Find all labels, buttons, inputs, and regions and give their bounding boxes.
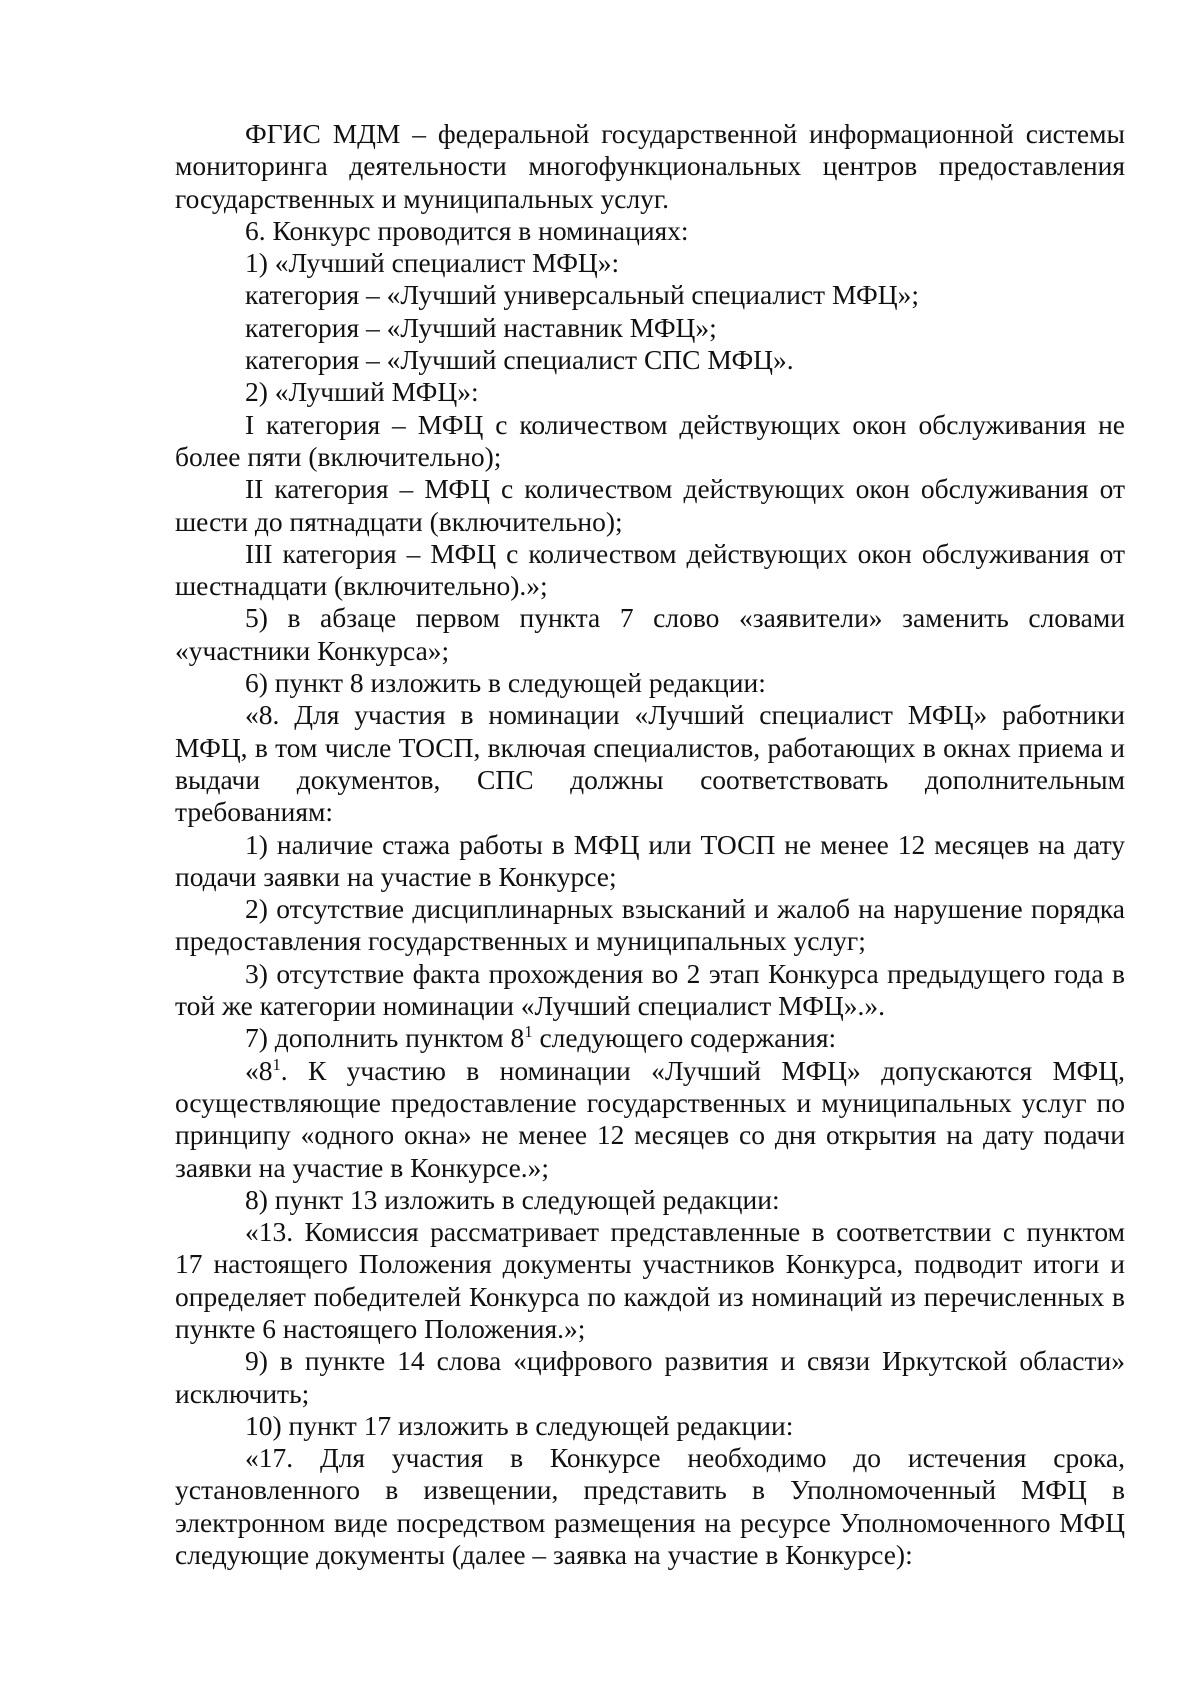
paragraph-amendment-8: 8) пункт 13 изложить в следующей редакции: (245, 1183, 780, 1215)
paragraph-category-ii: II категория – МФЦ с количеством действующих окон обслуживания от шести до пятнадцати (включительно); (175, 473, 1125, 537)
superscript-marker: 1 (272, 1054, 281, 1074)
amendment-7-text-end: следующего содержания: (532, 1022, 837, 1054)
paragraph-nomination-best-mfc: 2) «Лучший МФЦ»: (245, 376, 479, 408)
paragraph-point-8-1 (175, 1055, 1125, 1184)
paragraph-amendment-10: 10) пункт 17 изложить в следующей редакции: (245, 1409, 794, 1441)
paragraph-fgis-mdm-definition: ФГИС МДМ – федеральной государственной информационной системы мониторинга деятельности многофункциональных центров предоставления государственных и муниципальных услуг. (175, 118, 1125, 214)
paragraph-point-13: «13. Комиссия рассматривает представленные в соответствии с пунктом 17 настоящего Положения документы участников Конкурса, подводит итоги и определяет победителей Конкурса по каждой из номинаций из перечисленных в пункте 6 настоящего Положения.»; (175, 1216, 1125, 1344)
paragraph-category-universal-specialist: категория – «Лучший универсальный специалист МФЦ»; (245, 279, 920, 311)
point-8-1-number: «8 (245, 1054, 273, 1086)
paragraph-requirement-2: 2) отсутствие дисциплинарных взысканий и жалоб на нарушение порядка предоставления государственных и муниципальных услуг; (175, 893, 1125, 957)
document-page (175, 118, 1125, 1571)
paragraph-nomination-best-specialist: 1) «Лучший специалист МФЦ»: (245, 247, 620, 279)
paragraph-requirement-3: 3) отсутствие факта прохождения во 2 этап Конкурса предыдущего года в той же категории номинации «Лучший специалист МФЦ».». (175, 957, 1125, 1022)
paragraph-amendment-6: 6) пункт 8 изложить в следующей редакции: (245, 667, 766, 699)
paragraph-item-6: 6. Конкурс проводится в номинациях: (245, 214, 689, 246)
point-8-1-text: . К участию в номинации «Лучший МФЦ» допускаются МФЦ, осуществляющие предоставление государственных и муниципальных услуг по принципу «одного окна» не менее 12 месяцев со дня открытия на дату подачи заявки на участие в Конкурсе.»; (175, 1054, 1125, 1183)
paragraph-category-iii: III категория – МФЦ с количеством действующих окон обслуживания от шестнадцати (включительно).»; (175, 537, 1125, 602)
paragraph-category-i: I категория – МФЦ с количеством действующих окон обслуживания не более пяти (включительно); (175, 408, 1125, 472)
superscript-marker: 1 (524, 1022, 533, 1042)
paragraph-category-mentor: категория – «Лучший наставник МФЦ»; (245, 311, 717, 343)
amendment-7-text: 7) дополнить пунктом 8 (245, 1022, 525, 1054)
paragraph-amendment-9: 9) в пункте 14 слова «цифрового развития и связи Иркутской области» исключить; (175, 1345, 1125, 1409)
paragraph-point-8: «8. Для участия в номинации «Лучший специалист МФЦ» работники МФЦ, в том числе ТОСП, включая специалистов, работающих в окнах приема и выдачи документов, СПС должны соответствовать дополнительным требованиям: (175, 699, 1125, 828)
paragraph-amendment-7 (175, 1022, 1125, 1054)
paragraph-point-17: «17. Для участия в Конкурсе необходимо до истечения срока, установленного в извещении, представить в Уполномоченный МФЦ в электронном виде посредством размещения на ресурсе Уполномоченного МФЦ следующие документы (далее – заявка на участие в Конкурсе): (175, 1442, 1125, 1571)
paragraph-amendment-5: 5) в абзаце первом пункта 7 слово «заявители» заменить словами «участники Конкурса»; (175, 602, 1125, 666)
paragraph-category-sps-specialist: категория – «Лучший специалист СПС МФЦ». (245, 344, 794, 376)
paragraph-requirement-1: 1) наличие стажа работы в МФЦ или ТОСП не менее 12 месяцев на дату подачи заявки на участие в Конкурсе; (175, 828, 1125, 892)
